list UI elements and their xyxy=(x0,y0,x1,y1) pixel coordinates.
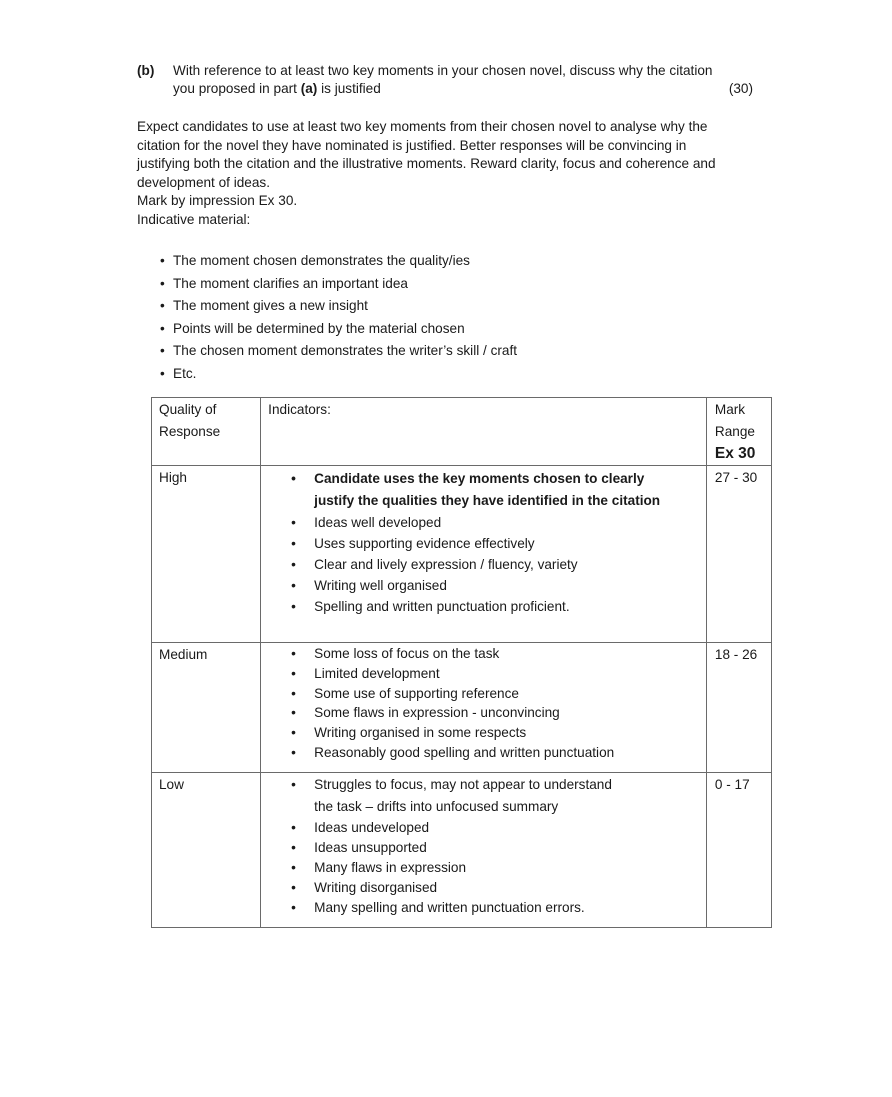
indicator-item xyxy=(291,468,706,512)
list-item-text: Etc. xyxy=(173,365,197,381)
quality-cell xyxy=(152,773,261,928)
bullet-icon: • xyxy=(291,900,296,915)
question-label: (b) xyxy=(137,63,155,78)
indicator-item xyxy=(291,533,706,554)
quality-cell xyxy=(152,466,261,643)
indicator-item xyxy=(291,723,706,743)
bullet-icon: • xyxy=(291,685,296,701)
bullet-icon: • xyxy=(160,365,165,381)
bullet-icon: • xyxy=(291,820,296,835)
indicator-item xyxy=(291,554,706,575)
header-quality-cell xyxy=(152,398,261,466)
indicator-text: Reasonably good spelling and written punctuation xyxy=(314,744,615,760)
bullet-icon: • xyxy=(291,705,296,721)
bullet-icon: • xyxy=(291,557,296,572)
indicator-text: Writing organised in some respects xyxy=(314,725,527,741)
quality-cell xyxy=(152,643,261,773)
bullet-icon: • xyxy=(160,343,165,358)
indicator-item xyxy=(291,774,706,818)
indicator-text: Limited development xyxy=(314,665,440,681)
indicator-item xyxy=(291,818,706,838)
list-item xyxy=(160,318,517,341)
guidance-line: Expect candidates to use at least two key moments from their chosen novel to analyse why the xyxy=(137,119,708,134)
indicator-item xyxy=(291,664,706,684)
mark-range: 0 - 17 xyxy=(714,777,750,792)
mark-range: 27 - 30 xyxy=(714,470,758,485)
list-item-text: The moment clarifies an important idea xyxy=(173,275,408,291)
bullet-icon: • xyxy=(291,665,296,681)
table-row-medium xyxy=(152,643,772,773)
table-row-high xyxy=(152,466,772,643)
question-part-ref: (a) xyxy=(300,81,318,96)
indicator-list xyxy=(261,643,706,763)
header-indicators: Indicators: xyxy=(268,402,331,417)
table-header-row xyxy=(152,398,772,466)
bullet-icon: • xyxy=(160,275,165,291)
bullet-icon: • xyxy=(160,253,165,268)
list-item xyxy=(160,295,517,318)
range-cell xyxy=(706,773,771,928)
header-mark-line: Range xyxy=(714,424,755,439)
indicator-item xyxy=(291,684,706,704)
indicator-text: Clear and lively expression / fluency, variety xyxy=(314,557,578,572)
guidance-line: citation for the novel they have nominated is justified. Better responses will be convincing in xyxy=(137,137,687,153)
header-max-mark: Ex 30 xyxy=(714,445,756,462)
indicator-item xyxy=(291,878,706,898)
bullet-icon: • xyxy=(291,744,296,760)
bullet-icon: • xyxy=(291,860,296,875)
range-cell xyxy=(706,466,771,643)
question-line-2-end: is justified xyxy=(317,81,381,96)
header-mark-cell xyxy=(706,398,771,466)
mark-by-impression: Mark by impression Ex 30. xyxy=(137,193,298,209)
indicator-item xyxy=(291,898,706,918)
list-item-text: The chosen moment demonstrates the writer’s skill / craft xyxy=(173,343,518,358)
indicator-text: Spelling and written punctuation proficient. xyxy=(314,599,570,614)
indicator-item xyxy=(291,858,706,878)
list-item-text: The moment chosen demonstrates the quality/ies xyxy=(173,253,470,268)
bullet-icon: • xyxy=(291,646,296,661)
quality-label: Medium xyxy=(159,647,208,662)
bullet-icon: • xyxy=(291,515,296,530)
bullet-icon: • xyxy=(291,880,296,895)
header-quality-line: Response xyxy=(159,424,221,439)
bullet-icon: • xyxy=(160,298,165,313)
indicator-item xyxy=(291,838,706,858)
indicators-cell xyxy=(261,643,707,773)
indicator-item xyxy=(291,644,706,664)
question-text xyxy=(173,62,753,98)
header-indicators-cell xyxy=(261,398,707,466)
indicator-text: Some loss of focus on the task xyxy=(314,646,500,661)
list-item xyxy=(160,273,517,296)
bullet-icon: • xyxy=(291,471,296,486)
guidance-line: justifying both the citation and the illustrative moments. Reward clarity, focus and coherence and xyxy=(137,156,716,172)
question-line-2 xyxy=(173,80,753,98)
indicator-text: the task – drifts into unfocused summary xyxy=(314,799,559,814)
header-mark-line: Mark xyxy=(714,402,746,417)
marking-guidance xyxy=(137,118,757,230)
list-item-text: The moment gives a new insight xyxy=(173,298,368,313)
indicator-text: justify the qualities they have identified in the citation xyxy=(314,493,661,508)
question-line-2-start: you proposed in part xyxy=(173,81,301,96)
list-item-text: Points will be determined by the material chosen xyxy=(173,320,465,336)
list-item xyxy=(160,250,517,273)
indicator-text: Some flaws in expression - unconvincing xyxy=(314,705,560,721)
indicator-text: Many spelling and written punctuation errors. xyxy=(314,900,585,915)
indicator-text: Many flaws in expression xyxy=(314,860,467,875)
bullet-icon: • xyxy=(291,840,296,855)
indicative-material-heading: Indicative material: xyxy=(137,211,251,227)
marking-rubric-table xyxy=(151,397,772,928)
indicators-cell xyxy=(261,773,707,928)
bullet-icon: • xyxy=(160,320,165,336)
indicator-list xyxy=(261,773,706,918)
mark-range: 18 - 26 xyxy=(714,647,758,662)
indicator-text: Writing well organised xyxy=(314,578,447,593)
quality-label: High xyxy=(159,470,187,485)
bullet-icon: • xyxy=(291,777,296,792)
question-line-1: With reference to at least two key moments in your chosen novel, discuss why the citation xyxy=(173,63,713,78)
indicator-text: Writing disorganised xyxy=(314,880,438,895)
bullet-icon: • xyxy=(291,536,296,551)
indicator-item xyxy=(291,512,706,533)
indicator-text: Ideas undeveloped xyxy=(314,820,430,835)
quality-label: Low xyxy=(159,777,184,792)
range-cell xyxy=(706,643,771,773)
indicator-text: Ideas well developed xyxy=(314,515,442,530)
list-item xyxy=(160,363,517,386)
indicator-text: Struggles to focus, may not appear to understand xyxy=(314,777,612,792)
header-quality-line: Quality of xyxy=(159,402,217,417)
indicative-material-list xyxy=(160,250,517,385)
question-marks: (30) xyxy=(728,81,753,96)
indicator-text: Uses supporting evidence effectively xyxy=(314,536,535,551)
indicator-item xyxy=(291,596,706,617)
indicator-text: Some use of supporting reference xyxy=(314,685,519,701)
table-row-low xyxy=(152,773,772,928)
indicator-item xyxy=(291,743,706,763)
indicator-text: Candidate uses the key moments chosen to clearly xyxy=(314,471,645,486)
indicator-text: Ideas unsupported xyxy=(314,840,427,855)
indicator-list xyxy=(261,466,706,617)
bullet-icon: • xyxy=(291,578,296,593)
list-item xyxy=(160,340,517,363)
indicators-cell xyxy=(261,466,707,643)
guidance-line: development of ideas. xyxy=(137,174,271,190)
indicator-item xyxy=(291,575,706,596)
indicator-item xyxy=(291,703,706,723)
bullet-icon: • xyxy=(291,725,296,741)
bullet-icon: • xyxy=(291,599,296,614)
